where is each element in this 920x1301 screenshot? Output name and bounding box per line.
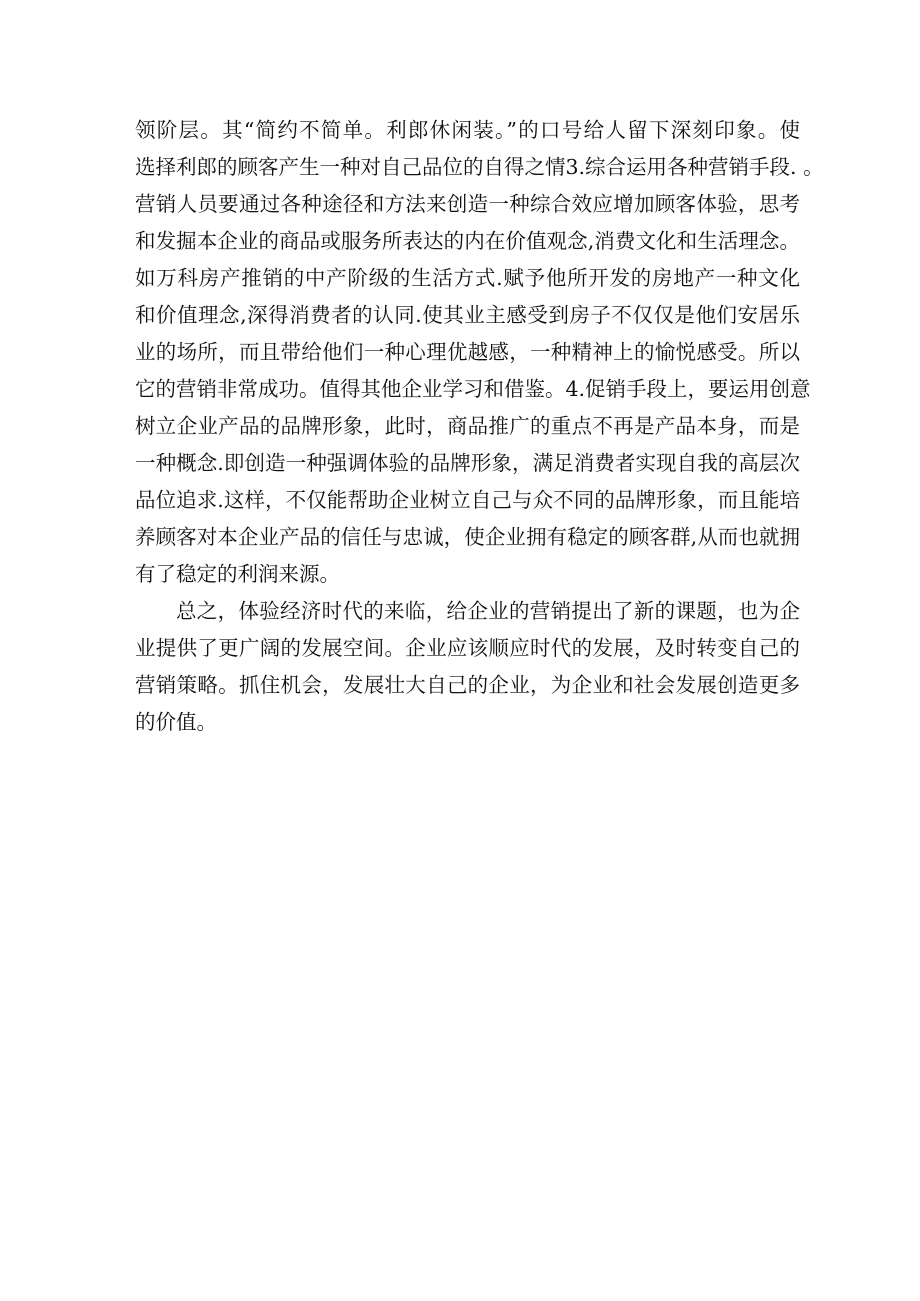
text-line: 一种概念.即创造一种强调体验的品牌形象，满足消费者实现自我的高层次 xyxy=(135,451,800,475)
text-line: 总之，体验经济时代的来临，给企业的营销提出了新的课题，也为企 xyxy=(176,599,800,623)
text-line: 业提供了更广阔的发展空间。企业应该顺应时代的发展，及时转变自己的 xyxy=(135,636,800,660)
text-line: 选择利郎的顾客产生一种对自己品位的自得之情3.综合运用各种营销手段. 。 xyxy=(135,155,824,179)
text-line: 如万科房产推销的中产阶级的生活方式.赋予他所开发的房地产一种文化 xyxy=(135,266,800,290)
paragraph xyxy=(135,112,824,593)
text-line: 营销策略。抓住机会，发展壮大自己的企业，为企业和社会发展创造更多 xyxy=(135,673,800,697)
text-line: 它的营销非常成功。值得其他企业学习和借鉴。4.促销手段上，要运用创意 xyxy=(135,377,811,401)
text-line: 有了稳定的利润来源。 xyxy=(135,562,340,586)
body-text xyxy=(135,112,824,741)
text-line: 和发掘本企业的商品或服务所表达的内在价值观念,消费文化和生活理念。 xyxy=(135,229,800,253)
text-line: 树立企业产品的品牌形象，此时，商品推广的重点不再是产品本身，而是 xyxy=(135,414,800,438)
text-line: 领阶层。其“简约不简单。利郎休闲装。”的口号给人留下深刻印象。使 xyxy=(135,118,800,142)
text-line: 养顾客对本企业产品的信任与忠诚，使企业拥有稳定的顾客群,从而也就拥 xyxy=(135,525,800,549)
text-line: 业的场所，而且带给他们一种心理优越感，一种精神上的愉悦感受。所以 xyxy=(135,340,800,364)
text-line: 的价值。 xyxy=(135,710,217,734)
text-line: 营销人员要通过各种途径和方法来创造一种综合效应增加顾客体验，思考 xyxy=(135,192,800,216)
paragraph xyxy=(135,593,800,741)
text-line: 和价值理念,深得消费者的认同.使其业主感受到房子不仅仅是他们安居乐 xyxy=(135,303,800,327)
text-line: 品位追求.这样，不仅能帮助企业树立自己与众不同的品牌形象，而且能培 xyxy=(135,488,800,512)
